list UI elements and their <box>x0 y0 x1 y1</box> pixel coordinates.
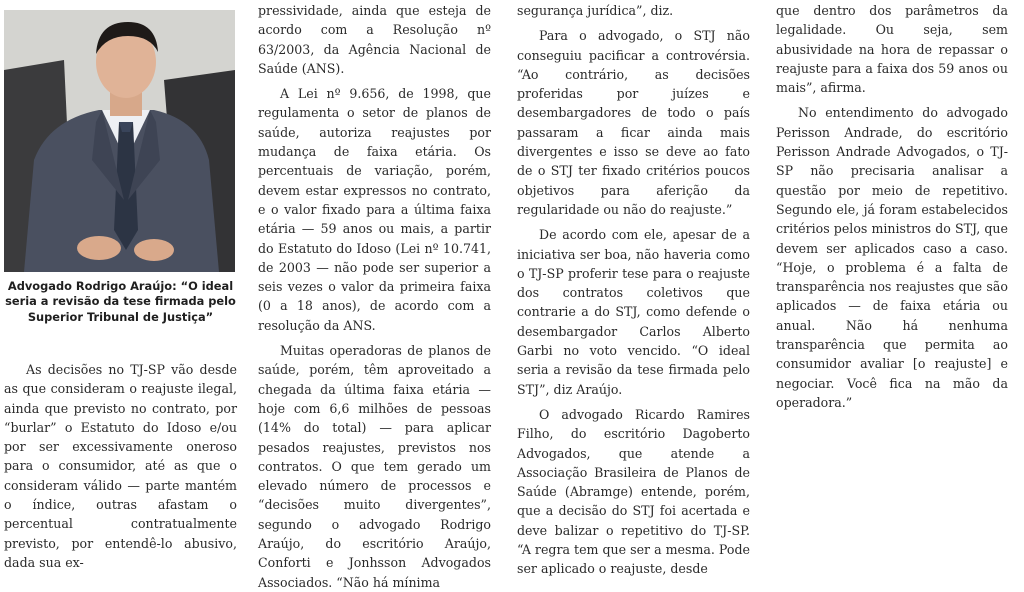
paragraph: Para o advogado, o STJ não conseguiu pacificar a controvérsia. “Ao contrário, as decisões proferidas por juízes e desembargadores de todo o país passaram a ficar ainda mais divergentes e isso se deve ao fato de o STJ ter fixado critérios poucos objetivos para aferição da regularidade ou não do reajuste.” <box>517 28 750 217</box>
paragraph: As decisões no TJ-SP vão desde as que consideram o reajuste ilegal, ainda que previsto no contrato, por “burlar” o Estatuto do Idoso e/ou por ser excessivamente oneroso para o consumidor, até as que o consideram válido — parte mantém o índice, outras afastam o percentual contratualmente previsto, por entendê-lo abusivo, dada sua ex- <box>4 362 237 570</box>
photo-caption: Advogado Rodrigo Araújo: “O ideal seria a revisão da tese firmada pelo Superior Tribunal de Justiça” <box>5 279 236 324</box>
column-1 <box>4 360 237 572</box>
paragraph: O advogado Ricardo Ramires Filho, do escritório Dagoberto Advogados, que atende a Associação Brasileira de Planos de Saúde (Abramge) entende, porém, que a decisão do STJ foi acertada e deve balizar o repetitivo do TJ-SP. “A regra tem que ser a mesma. Pode ser aplicado o reajuste, desde <box>517 406 750 577</box>
column-2 <box>258 1 491 592</box>
paragraph: segurança jurídica”, diz. <box>517 3 674 18</box>
paragraph: pressividade, ainda que esteja de acordo com a Resolução nº 63/2003, da Agência Nacional de Saúde (ANS). <box>258 3 491 76</box>
column-3 <box>517 1 750 579</box>
paragraph: No entendimento do advogado Perisson Andrade, do escritório Perisson Andrade Advogados, o TJ-SP não precisaria analisar a questão por meio de repetitivo. Segundo ele, já foram estabelecidos critérios pelos ministros do STJ, que devem ser aplicados caso a caso. “Hoje, o problema é a falta de transparência nos reajustes que são aplicados — de faixa etária ou anual. Não há nenhuma transparência que permita ao consumidor avaliar [o reajuste] e negociar. Você fica na mão da operadora.” <box>776 105 1008 410</box>
paragraph: De acordo com ele, apesar de a iniciativa ser boa, não haveria como o TJ-SP proferir tese para o reajuste dos contratos coletivos que contrarie a do STJ, como defende o desembargador Carlos Alberto Garbi no voto vencido. “O ideal seria a revisão da tese firmada pelo STJ”, diz Araújo. <box>517 227 750 397</box>
paragraph: que dentro dos parâmetros da legalidade. Ou seja, sem abusividade na hora de repassar o reajuste para a faixa dos 59 anos ou mais”, afirma. <box>776 3 1008 96</box>
paragraph: Muitas operadoras de planos de saúde, porém, têm aproveitado a chegada da última faixa etária — hoje com 6,6 milhões de pessoas (14% do total) — para aplicar pesados reajustes, previstos nos contratos. O que tem gerado um elevado número de processos e “decisões muito divergentes”, segundo o advogado Rodrigo Araújo, do escritório Araújo, Conforti e Jonhsson Advogados Associados. “Não há mínima <box>258 343 491 590</box>
person-in-suit-icon <box>4 10 235 272</box>
paragraph: A Lei nº 9.656, de 1998, que regulamenta o setor de planos de saúde, autoriza reajustes por mudança de faixa etária. Os percentuais de variação, porém, devem estar expressos no contrato, e o valor fixado para a última faixa etária — 59 anos ou mais, a partir do Estatuto do Idoso (Lei nº 10.741, de 2003 — não pode ser superior a seis vezes o valor da primeira faixa (0 a 18 anos), de acordo com a resolução da ANS. <box>258 86 491 333</box>
portrait-photo <box>4 10 235 272</box>
column-4 <box>776 1 1008 412</box>
